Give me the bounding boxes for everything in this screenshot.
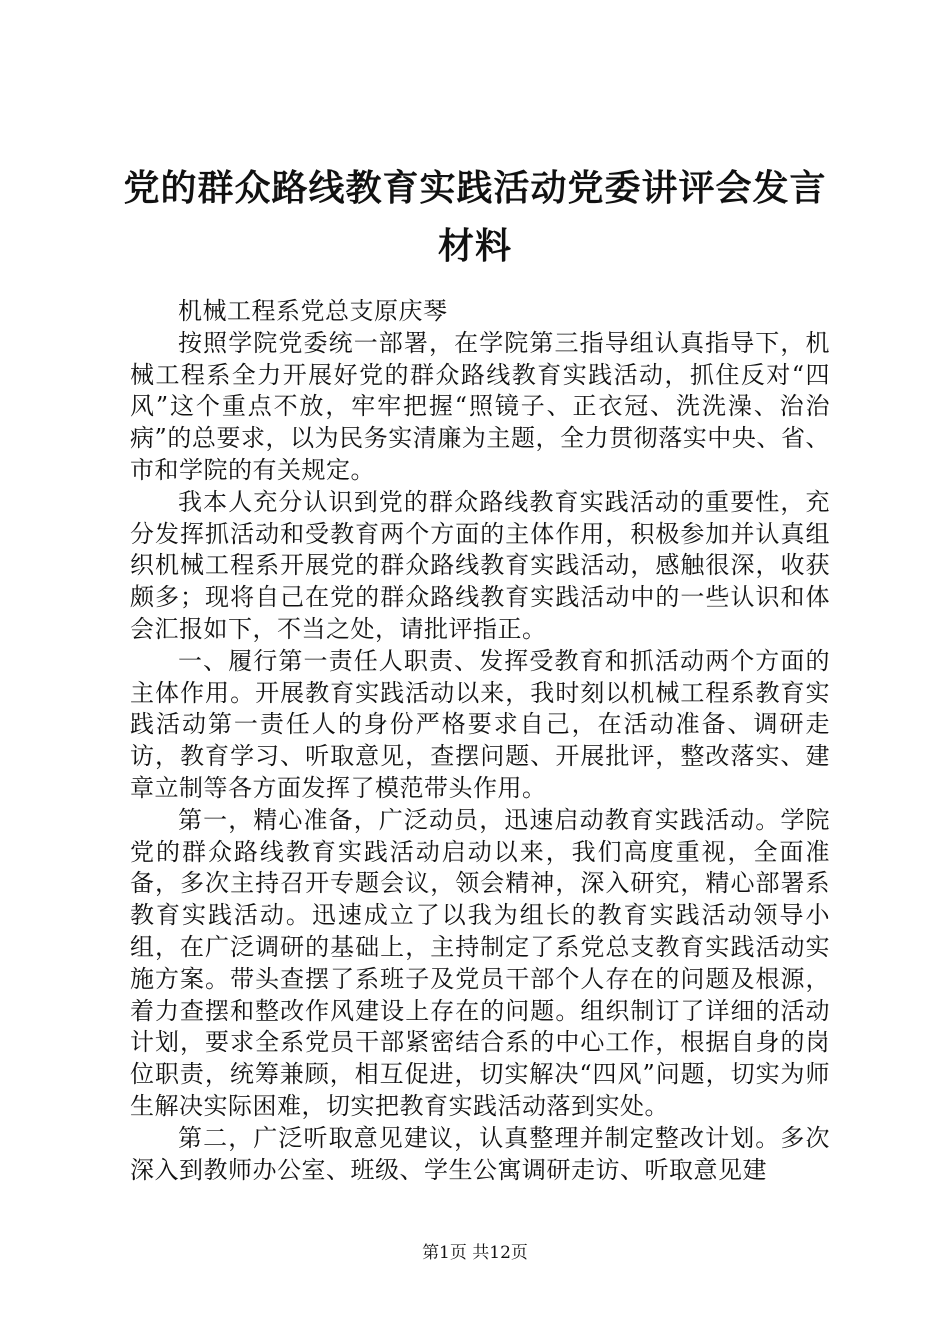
body-paragraph: 第二，广泛听取意见建议，认真整理并制定整改计划。多次深入到教师办公室、班级、学生公寓调研走访、听取意见建 [130,1123,830,1184]
body-paragraph: 按照学院党委统一部署，在学院第三指导组认真指导下，机械工程系全力开展好党的群众路线教育实践活动，抓住反对“四风”这个重点不放，牢牢把握“照镜子、正衣冠、洗洗澡、治治病”的总要求，以为民务实清廉为主题，全力贯彻落实中央、省、市和学院的有关规定。 [130,328,830,484]
document-title: 党的群众路线教育实践活动党委讲评会发言材料 [123,168,827,267]
author-line: 机械工程系党总支原庆琴 [178,297,448,325]
body-paragraph: 一、履行第一责任人职责、发挥受教育和抓活动两个方面的主体作用。开展教育实践活动以来，我时刻以机械工程系教育实践活动第一责任人的身份严格要求自己，在活动准备、调研走访，教育学习、听取意见，查摆问题、开展批评，整改落实、建章立制等各方面发挥了模范带头作用。 [130,646,830,802]
page-number-footer: 第1页 共12页 [422,1243,528,1263]
document-body [130,296,830,1186]
body-paragraph: 第一，精心准备，广泛动员，迅速启动教育实践活动。学院党的群众路线教育实践活动启动以来，我们高度重视，全面准备，多次主持召开专题会议，领会精神，深入研究，精心部署系教育实践活动。迅速成立了以我为组长的教育实践活动领导小组，在广泛调研的基础上，主持制定了系党总支教育实践活动实施方案。带头查摆了系班子及党员干部个人存在的问题及根源，着力查摆和整改作风建设上存在的问题。组织制订了详细的活动计划，要求全系党员干部紧密结合系的中心工作，根据自身的岗位职责，统筹兼顾，相互促进，切实解决“四风”问题，切实为师生解决实际困难，切实把教育实践活动落到实处。 [130,805,830,1120]
body-paragraph: 我本人充分认识到党的群众路线教育实践活动的重要性，充分发挥抓活动和受教育两个方面的主体作用，积极参加并认真组织机械工程系开展党的群众路线教育实践活动，感触很深，收获颇多；现将自己在党的群众路线教育实践活动中的一些认识和体会汇报如下，不当之处，请批评指正。 [130,487,830,643]
